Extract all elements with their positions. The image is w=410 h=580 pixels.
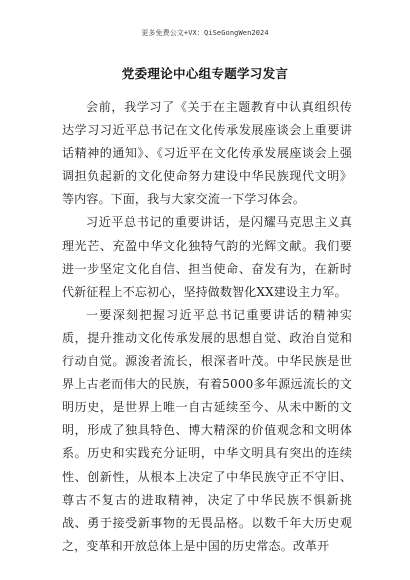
paragraph-3: 一要深刻把握习近平总书记重要讲话的精神实质，提升推动文化传承发展的思想自觉、政治自觉和行动自觉。源浚者流长，根深者叶茂。中华民族是世界上古老而伟大的民族，有着5000多年源远流长的文明历史，是世界上唯一自古延续至今、从未中断的文明，形成了独具特色、博大精深的价值观念和文明体系。历史和实践充分证明，中华文明具有突出的连续性、创新性，从根本上决定了中华民族守正不守旧、尊古不复古的进取精神，决定了中华民族不惧新挑战、勇于接受新事物的无畏品格。以数千年大历史观之，变革和开放总体上是中国的历史常态。改革开	[62, 307, 352, 553]
document-title: 党委理论中心组专题学习发言	[121, 66, 289, 81]
header-note: 更多免费公文+VX：QiSeGongWen2024	[141, 29, 269, 37]
document-body	[62, 96, 352, 558]
paragraph-1: 会前，我学习了《关于在主题教育中认真组织传达学习习近平总书记在文化传承发展座谈会上重要讲话精神的通知》、《习近平在文化传承发展座谈会上强调担负起新的文化使命努力建设中华民族现代文明》等内容。下面，我与大家交流一下学习体会。	[62, 100, 352, 207]
paragraph-2: 习近平总书记的重要讲话，是闪耀马克思主义真理光芒、充盈中华文化独特气韵的光辉文献。我们要进一步坚定文化自信、担当使命、奋发有为，在新时代新征程上不忘初心，坚持做数智化XX建设主力军。	[62, 215, 352, 299]
